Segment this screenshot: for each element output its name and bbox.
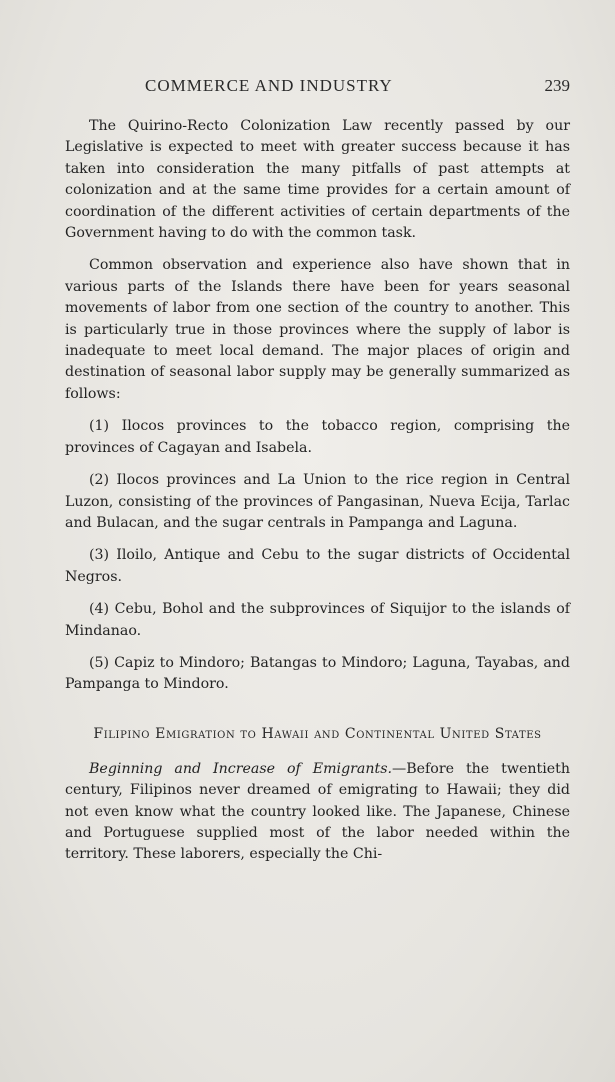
section-heading: Filipino Emigration to Hawaii and Continental United States [93, 725, 542, 742]
list-item: (5) Capiz to Mindoro; Batangas to Mindoro; Laguna, Tayabas, and Pampanga to Mindoro. [65, 654, 570, 693]
list-item: (1) Ilocos provinces to the tobacco region, comprising the provinces of Cagayan and Isabela. [65, 418, 570, 456]
list-item: (3) Iloilo, Antique and Cebu to the sugar districts of Occidental Negros. [65, 547, 570, 585]
body-text [65, 116, 570, 877]
list-item: (2) Ilocos provinces and La Union to the rice region in Central Luzon, consisting of the provinces of Pangasinan, Nueva Ecija, Tarlac and Bulacan, and the sugar centrals in Pampanga and Laguna. [65, 472, 570, 531]
page-header [65, 76, 570, 100]
paragraph: Common observation and experience also have shown that in various parts of the Islands there have been for years seasonal movements of labor from one section of the country to another. This is particularly true in those provinces where the supply of labor is inadequate to meet local demand. The major places of origin and destination of seasonal labor supply may be generally summarized as follows: [65, 257, 570, 402]
page-number: 239 [544, 76, 570, 95]
list-item: (4) Cebu, Bohol and the subprovinces of Siquijor to the islands of Mindanao. [65, 601, 570, 639]
subheading-italic: Beginning and Increase of Emigrants. [89, 760, 393, 777]
running-head: COMMERCE AND INDUSTRY [145, 76, 393, 95]
subheading-rest: —Before the twentieth century, Filipinos never dreamed of emigrating to Hawaii; they did not even know what the country looked like. The Japanese, Chinese and Portuguese supplied most of the labor needed within the territory. These laborers, especially the Chi- [65, 760, 570, 863]
paragraph [65, 759, 570, 866]
paragraph: The Quirino-Recto Colonization Law recently passed by our Legislative is expected to meet with greater success because it has taken into consideration the many pitfalls of past attempts at colonization and at the same time provides for a certain amount of coordination of the different activities of certain departments of the Government having to do with the common task. [65, 118, 570, 242]
